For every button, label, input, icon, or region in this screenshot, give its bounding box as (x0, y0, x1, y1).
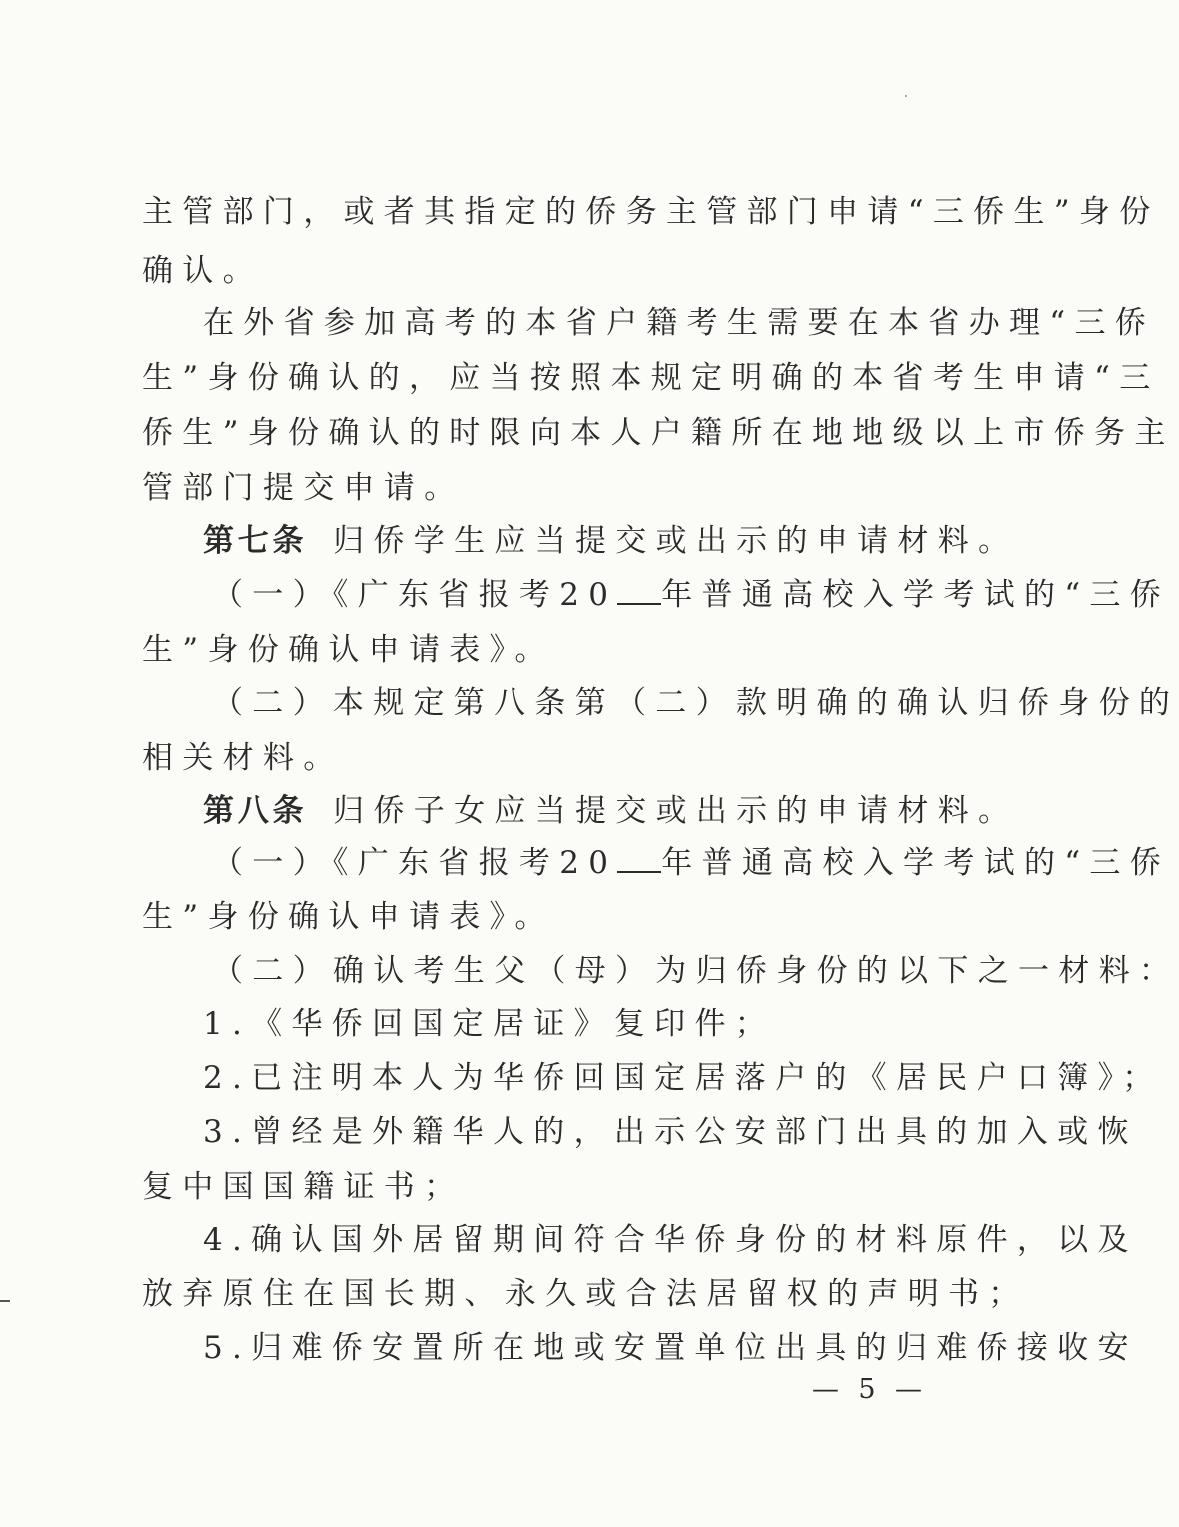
item-text: 年普通高校入学考试的“三侨 (661, 845, 1170, 881)
list-item: 复中国国籍证书； (142, 1169, 465, 1205)
article-8-heading: 第八条 (203, 793, 308, 829)
paragraph-line: 主管部门，或者其指定的侨务主管部门申请“三侨生”身份 (142, 194, 1160, 230)
paragraph-line: 在外省参加高考的本省户籍考生需要在本省办理“三侨 (203, 305, 1156, 341)
item-text: （一）《广东省报考20 (212, 845, 618, 881)
page-number: — 5 — (812, 1374, 928, 1405)
item-text: 年普通高校入学考试的“三侨 (661, 577, 1170, 613)
paragraph-line: 相关材料。 (142, 740, 344, 776)
article-7-item-1 (212, 571, 1170, 619)
list-item: 5.归难侨安置所在地或安置单位出具的归难侨接收安 (203, 1330, 1138, 1366)
paragraph-line: 侨生”身份确认的时限向本人户籍所在地地级以上市侨务主 (142, 415, 1175, 451)
article-7-text: 归侨学生应当提交或出示的申请材料。 (333, 523, 1019, 559)
list-item: 放弃原住在国长期、永久或合法居留权的声明书； (142, 1276, 1029, 1312)
article-8-item-2: （二）确认考生父（母）为归侨身份的以下之一材料： (212, 953, 1179, 989)
scan-mark (0, 1300, 10, 1302)
item-text: （一）《广东省报考20 (212, 577, 618, 613)
year-blank (617, 577, 661, 605)
article-8-text: 归侨子女应当提交或出示的申请材料。 (333, 793, 1019, 829)
list-item: 4.确认国外居留期间符合华侨身份的材料原件，以及 (203, 1222, 1138, 1258)
article-7-line (203, 517, 1019, 565)
paragraph-line: 生”身份确认申请表》。 (142, 899, 555, 935)
article-7-heading: 第七条 (203, 523, 308, 559)
paragraph-line: 管部门提交申请。 (142, 470, 465, 506)
list-item: 3.曾经是外籍华人的，出示公安部门出具的加入或恢 (203, 1114, 1138, 1150)
scan-speck (905, 95, 907, 97)
paragraph-line: 生”身份确认申请表》。 (142, 632, 555, 668)
year-blank (617, 845, 661, 873)
article-8-item-1 (212, 839, 1170, 887)
paragraph-line: 生”身份确认的，应当按照本规定明确的本省考生申请“三 (142, 360, 1160, 396)
list-item: 2.已注明本人为华侨回国定居落户的《居民户口簿》； (203, 1060, 1163, 1096)
article-8-line (203, 787, 1019, 835)
article-7-item-2: （二）本规定第八条第（二）款明确的确认归侨身份的 (212, 685, 1179, 721)
paragraph-line: 确认。 (142, 253, 263, 289)
list-item: 1.《华侨回国定居证》复印件； (203, 1006, 776, 1042)
